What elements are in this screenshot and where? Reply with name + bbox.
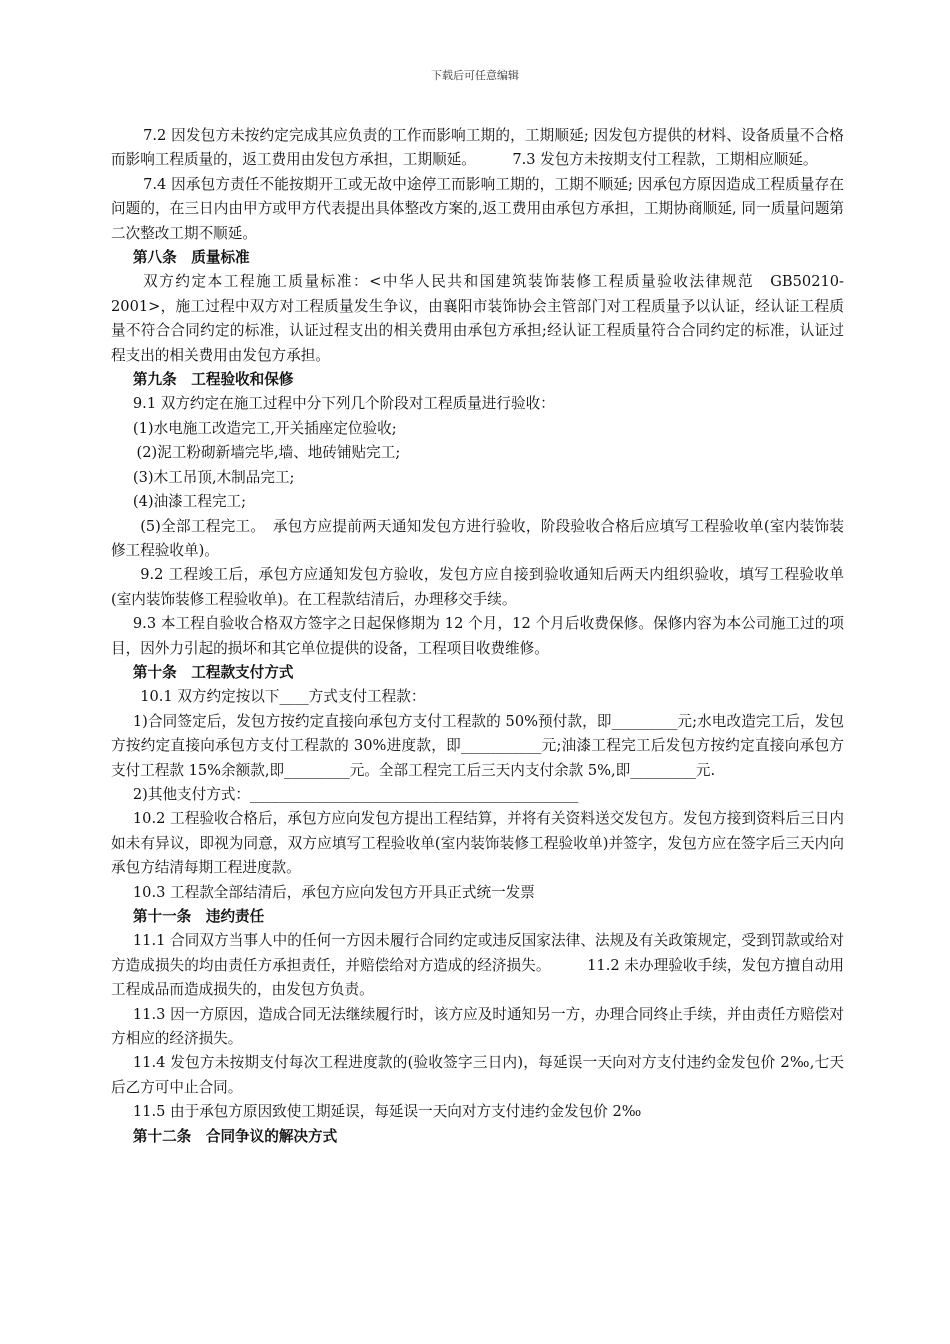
paragraph: 7.4 因承包方责任不能按期开工或无故中途停工而影响工期的，工期不顺延; 因承包方原因造成工程质量存在问题的，在三日内由甲方或甲方代表提出具体整改方案的,返工费用由承包方承担，工期协商顺延, 同一质量问题第二次整改工期不顺延。 bbox=[111, 175, 844, 242]
section-heading: 第八条 质量标准 bbox=[132, 249, 250, 267]
paragraph: (1)水电施工改造完工,开关插座定位验收; bbox=[132, 419, 397, 437]
section-heading: 第十一条 违约责任 bbox=[132, 908, 265, 925]
section-heading: 第十条 工程款支付方式 bbox=[132, 663, 294, 681]
paragraph: (5)全部工程完工。 承包方应提前两天通知发包方进行验收，阶段验收合格后应填写工程验收单(室内装饰装修工程验收单)。 bbox=[111, 517, 844, 559]
section-heading: 第十二条 合同争议的解决方式 bbox=[132, 1127, 338, 1145]
paragraph: 11.1 合同双方当事人中的任何一方因未履行合同约定或违反国家法律、法规及有关政策规定，受到罚款或给对方造成损失的均由责任方承担责任，并赔偿给对方造成的经济损失。 11.2 未办理验收手续，发包方擅自动用工程成品而造成损失的，由发包方负责。 bbox=[111, 932, 844, 999]
paragraph: 1)合同签定后，发包方按约定直接向承包方支付工程款的 50%预付款，即_________元;水电改造完工后，发包方按约定直接向承包方支付工程款的 30%进度款，即___________元;油漆工程完工后发包方按约定直接向承包方支付工程款 15%余额款,即_________元。全部工程完工后三天内支付余款 5%,即_________元. bbox=[111, 712, 844, 779]
paragraph: 7.2 因发包方未按约定完成其应负责的工作而影响工期的，工期顺延; 因发包方提供的材料、设备质量不合格而影响工程质量的，返工费用由发包方承担，工期顺延。 7.3 发包方未按期支付工程款，工期相应顺延。 bbox=[111, 127, 844, 169]
paragraph: 11.4 发包方未按期支付每次工程进度款的(验收签字三日内)，每延误一天向对方支付违约金发包价 2‰,七天后乙方可中止合同。 bbox=[111, 1054, 844, 1096]
paragraph: 11.5 由于承包方原因致使工期延误，每延误一天向对方支付违约金发包价 2‰ bbox=[132, 1103, 642, 1121]
paragraph: 2)其他支付方式：_____________________________________________ bbox=[132, 785, 579, 803]
paragraph: 11.3 因一方原因，造成合同无法继续履行时，该方应及时通知另一方，办理合同终止手续，并由责任方赔偿对方相应的经济损失。 bbox=[111, 1005, 844, 1048]
page-header: 下载后可任意编辑 bbox=[431, 69, 519, 82]
paragraph: (2)泥工粉砌新墙完毕,墙、地砖铺贴完工; bbox=[136, 444, 401, 462]
paragraph: 10.3 工程款全部结清后，承包方应向发包方开具正式统一发票 bbox=[132, 883, 535, 901]
section-heading: 第九条 工程验收和保修 bbox=[132, 371, 294, 389]
paragraph: 10.2 工程验收合格后，承包方应向发包方提出工程结算，并将有关资料送交发包方。发包方接到资料后三日内如未有异议，即视为同意，双方应填写工程验收单(室内装饰装修工程验收单)并签字，发包方应在签字后三天内向承包方结清每期工程进度款。 bbox=[111, 810, 844, 877]
paragraph: 9.2 工程竣工后，承包方应通知发包方验收，发包方应自接到验收通知后两天内组织验收，填写工程验收单(室内装饰装修工程验收单)。在工程款结清后，办理移交手续。 bbox=[111, 566, 844, 608]
paragraph: 9.3 本工程自验收合格双方签字之日起保修期为 12 个月，12 个月后收费保修。保修内容为本公司施工过的项目，因外力引起的损坏和其它单位提供的设备，工程项目收费维修。 bbox=[111, 615, 844, 657]
paragraph: 10.1 双方约定按以下____方式支付工程款： bbox=[140, 688, 426, 706]
paragraph: 9.1 双方约定在施工过程中分下列几个阶段对工程质量进行验收： bbox=[132, 395, 555, 413]
paragraph: (3)木工吊顶,木制品完工; bbox=[132, 468, 295, 486]
paragraph: 双方约定本工程施工质量标准：<中华人民共和国建筑装饰装修工程质量验收法律规范 GB50210-2001>，施工过程中双方对工程质量发生争议，由襄阳市装饰协会主管部门对工程质量予以认证，经认证工程质量不符合合同约定的标准，认证过程支出的相关费用由承包方承担;经认证工程质量符合合同约定的标准，认证过程支出的相关费用由发包方承担。 bbox=[111, 273, 844, 364]
paragraph: (4)油漆工程完工; bbox=[132, 493, 247, 511]
document-body bbox=[111, 124, 844, 1149]
